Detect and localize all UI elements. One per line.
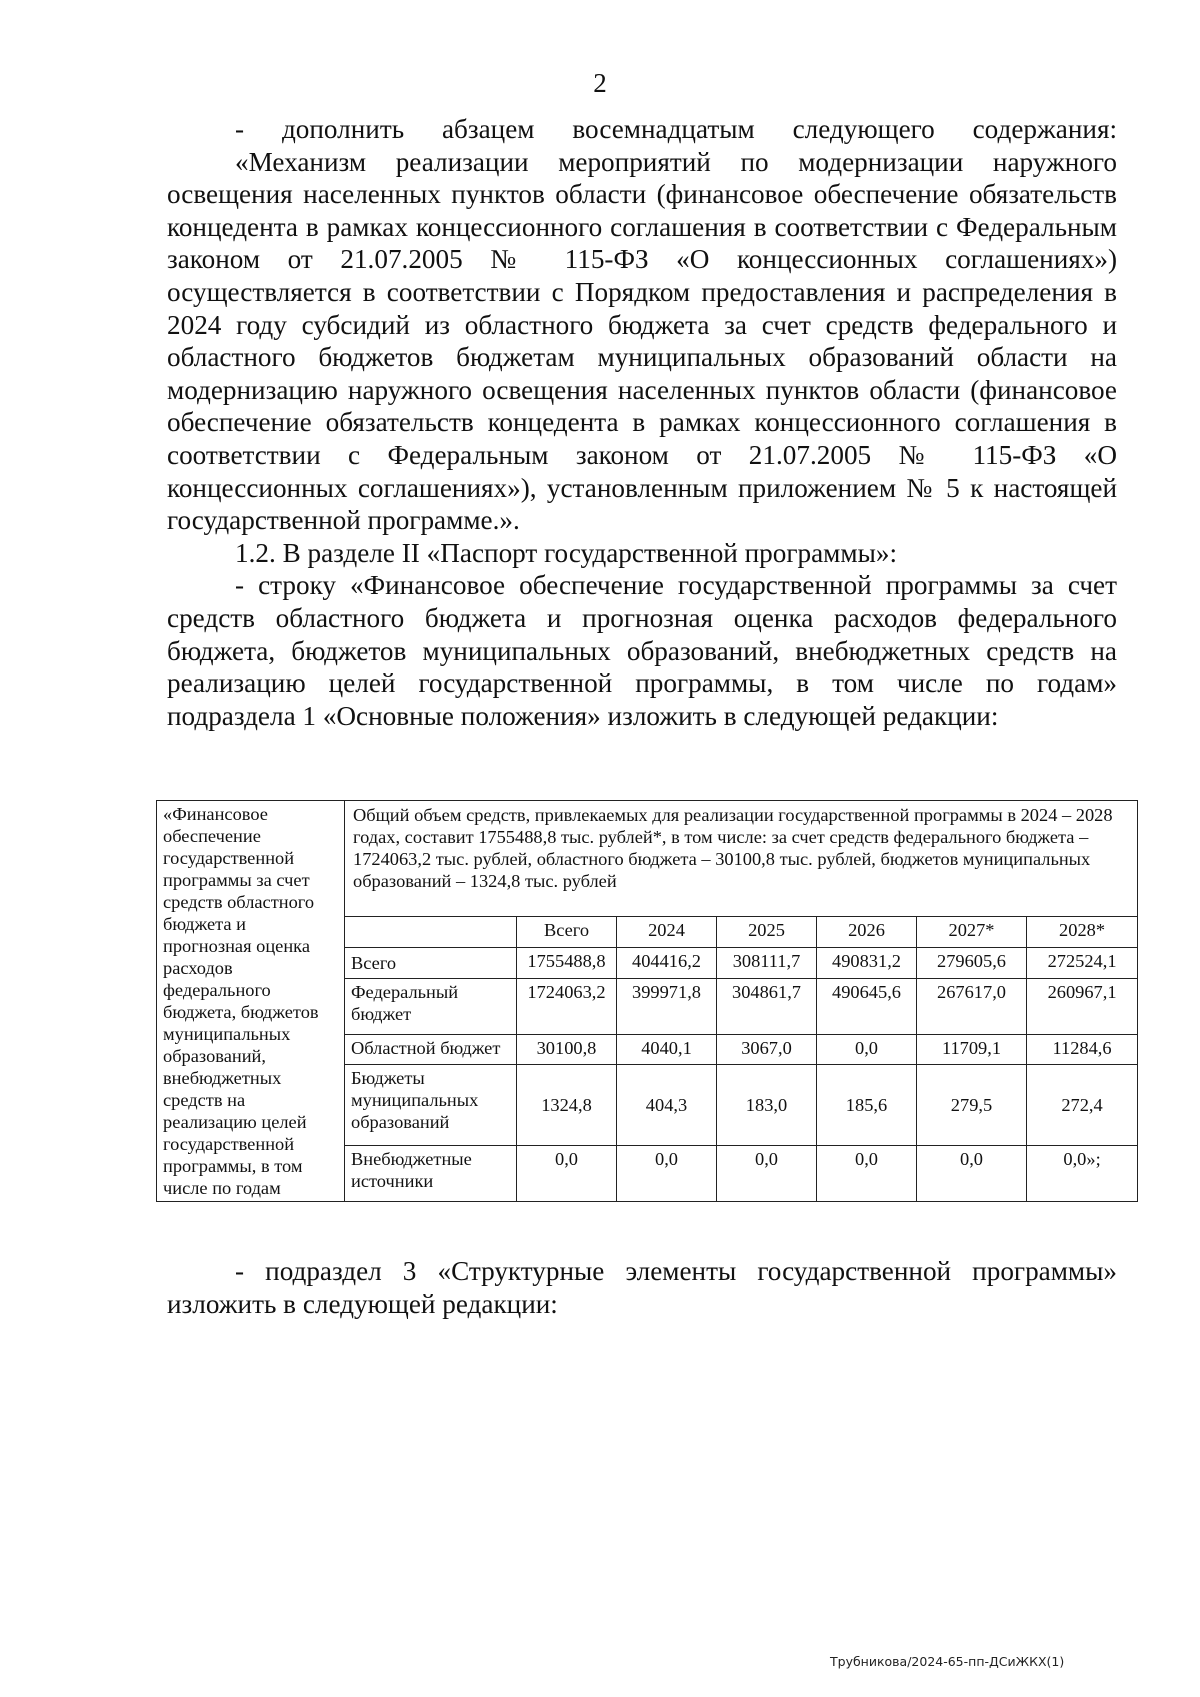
table-cell: 267617,0: [917, 978, 1027, 1034]
paragraph-mechanism: «Механизм реализации мероприятий по модернизации наружного освещения населенных пунктов области (финансовое обеспечение обязательств концедента в рамках концессионного соглашения в соответствии с Федеральным законом от 21.07.2005 № 115-ФЗ «О концессионных соглашениях») осуществляется в соответствии с Порядком предоставления и распределения в 2024 году субсидий из областного бюджета за счет средств федерального и областного бюджетов бюджетам муниципальных образований области на модернизацию наружного освещения населенных пунктов области (финансовое обеспечение обязательств концедента в рамках концессионного соглашения в соответствии с Федеральным законом от 21.07.2005 № 115-ФЗ «О концессионных соглашениях»), установленным приложением № 5 к настоящей государственной программе.».: [167, 146, 1117, 536]
table-cell: 272524,1: [1027, 947, 1138, 978]
table-row-name: Областной бюджет: [345, 1034, 517, 1065]
table-cell: 30100,8: [517, 1034, 617, 1065]
table-cell: 490831,2: [817, 947, 917, 978]
table-cell: 404,3: [617, 1065, 717, 1146]
page-number: 2: [593, 68, 607, 98]
table-cell: 3067,0: [717, 1034, 817, 1065]
table-header-cell: [345, 917, 517, 948]
table-cell: 279605,6: [917, 947, 1027, 978]
table-header-cell: 2028*: [1027, 917, 1138, 948]
table-cell: 1755488,8: [517, 947, 617, 978]
document-footer-code: Трубникова/2024-65-пп-ДСиЖКХ(1): [830, 1654, 1065, 1669]
paragraph-subsection-3: - подраздел 3 «Структурные элементы государственной программы» изложить в следующей редакции:: [167, 1256, 1117, 1319]
paragraph-amendment: - дополнить абзацем восемнадцатым следующего содержания:: [235, 114, 1117, 144]
table-cell: 399971,8: [617, 978, 717, 1034]
table-cell: 1324,8: [517, 1065, 617, 1146]
table-header-cell: 2025: [717, 917, 817, 948]
table-cell: 0,0: [817, 1034, 917, 1065]
table-header-cell: 2027*: [917, 917, 1027, 948]
table-cell: 404416,2: [617, 947, 717, 978]
table-cell: 0,0: [517, 1146, 617, 1202]
after-text: [167, 1255, 1117, 1321]
table-cell: 11709,1: [917, 1034, 1027, 1065]
table-cell: 0,0: [617, 1146, 717, 1202]
table-cell: 183,0: [717, 1065, 817, 1146]
table-row-name: Федеральный бюджет: [345, 978, 517, 1034]
table-cell: 11284,6: [1027, 1034, 1138, 1065]
financing-table: [156, 800, 1138, 1202]
table-cell: 0,0»;: [1027, 1146, 1138, 1202]
table-cell: 308111,7: [717, 947, 817, 978]
table-header-cell: Всего: [517, 917, 617, 948]
table-cell: 4040,1: [617, 1034, 717, 1065]
body-text: [167, 113, 1117, 732]
paragraph-row-replace: - строку «Финансовое обеспечение государственной программы за счет средств областного бюджета и прогнозная оценка расходов федерального бюджета, бюджетов муниципальных образований, внебюджетных средств на реализацию целей государственной программы, в том числе по годам» подраздела 1 «Основные положения» изложить в следующей редакции:: [167, 570, 1117, 731]
table-header-cell: 2026: [817, 917, 917, 948]
paragraph-section-ii: 1.2. В разделе II «Паспорт государственной программы»:: [235, 537, 898, 568]
table-cell: 304861,7: [717, 978, 817, 1034]
table-row-label: «Финансовое обеспечение государственной программы за счет средств областного бюджета и прогнозная оценка расходов федерального бюджета, бюджетов муниципальных образований, внебюджетных средств на реализацию целей государственной программы, в том числе по годам: [157, 801, 345, 1202]
table-row-name: Всего: [345, 947, 517, 978]
table-cell: 0,0: [917, 1146, 1027, 1202]
table-cell: 0,0: [717, 1146, 817, 1202]
table-row-name: Бюджеты муниципальных образований: [345, 1065, 517, 1146]
table-cell: 272,4: [1027, 1065, 1138, 1146]
table-cell: 279,5: [917, 1065, 1027, 1146]
table-cell: 490645,6: [817, 978, 917, 1034]
table-header-cell: 2024: [617, 917, 717, 948]
table-cell: 260967,1: [1027, 978, 1138, 1034]
table-row-name: Внебюджетные источники: [345, 1146, 517, 1202]
table-cell: 1724063,2: [517, 978, 617, 1034]
table-cell: 0,0: [817, 1146, 917, 1202]
table-summary: Общий объем средств, привлекаемых для реализации государственной программы в 2024 – 2028 годах, составит 1755488,8 тыс. рублей*, в том числе: за счет средств федерального бюджета – 1724063,2 тыс. рублей, областного бюджета – 30100,8 тыс. рублей, бюджетов муниципальных образований – 1324,8 тыс. рублей: [345, 801, 1138, 917]
table-cell: 185,6: [817, 1065, 917, 1146]
